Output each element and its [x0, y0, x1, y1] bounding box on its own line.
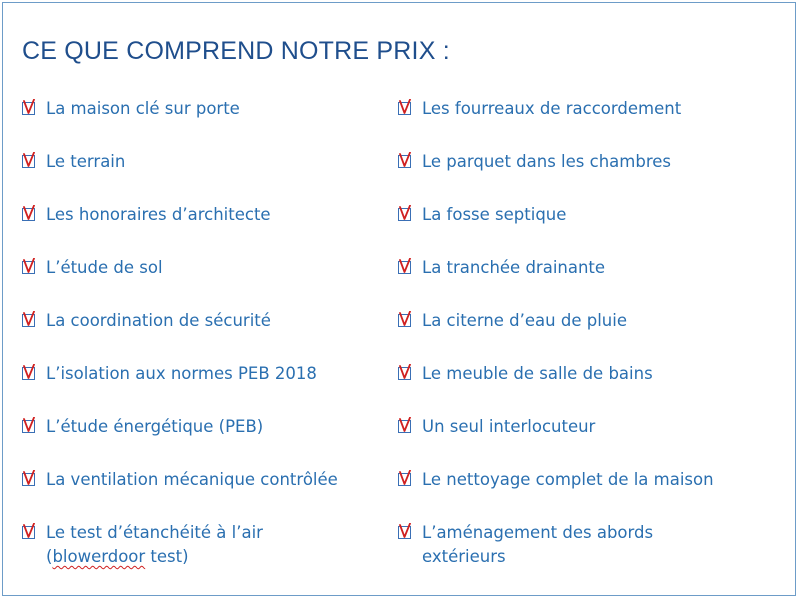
list-item-label: La tranchée drainante: [422, 258, 606, 277]
list-item-label: La coordination de sécurité: [46, 311, 271, 330]
list-item-label: L’étude énergétique (PEB): [46, 417, 264, 436]
list-item-label-line2: extérieurs: [422, 547, 506, 566]
list-item-label: Un seul interlocuteur: [422, 417, 596, 436]
checkbox-check-icon: [21, 152, 38, 169]
checkbox-check-icon: [397, 258, 414, 275]
document-frame: [2, 2, 796, 596]
list-item-label: La fosse septique: [422, 205, 567, 224]
list-item-label-suffix: test): [145, 547, 189, 566]
list-item-label: Le terrain: [46, 152, 126, 171]
checkbox-check-icon: [397, 364, 414, 381]
checkbox-check-icon: [397, 470, 414, 487]
list-item-label: L’isolation aux normes PEB 2018: [46, 364, 317, 383]
page-title: CE QUE COMPREND NOTRE PRIX :: [22, 37, 450, 65]
checkbox-check-icon: [397, 152, 414, 169]
list-item-label-multiline: [422, 521, 653, 569]
list-item-label: Le nettoyage complet de la maison: [422, 470, 714, 489]
list-item-label: La citerne d’eau de pluie: [422, 311, 627, 330]
list-item-label-multiline: [46, 521, 263, 569]
checkbox-check-icon: [21, 364, 38, 381]
checkbox-check-icon: [397, 417, 414, 434]
checkbox-check-icon: [397, 99, 414, 116]
checkbox-check-icon: [21, 311, 38, 328]
checkbox-check-icon: [21, 417, 38, 434]
checkbox-check-icon: [21, 258, 38, 275]
list-item-label: L’étude de sol: [46, 258, 163, 277]
list-item-label: Les honoraires d’architecte: [46, 205, 271, 224]
checkbox-check-icon: [21, 470, 38, 487]
checkbox-check-icon: [21, 523, 38, 540]
list-item-label: La maison clé sur porte: [46, 99, 240, 118]
list-item-label-prefix: (: [46, 547, 53, 566]
list-item-label: La ventilation mécanique contrôlée: [46, 470, 338, 489]
list-item-label: Les fourreaux de raccordement: [422, 99, 682, 118]
checkbox-check-icon: [397, 205, 414, 222]
checkbox-check-icon: [21, 205, 38, 222]
list-item-label: L’aménagement des abords: [422, 523, 654, 542]
checkbox-check-icon: [397, 523, 414, 540]
checkbox-check-icon: [21, 99, 38, 116]
list-item-label: Le meuble de salle de bains: [422, 364, 653, 383]
checkbox-check-icon: [397, 311, 414, 328]
list-item-label: Le parquet dans les chambres: [422, 152, 671, 171]
misspelled-word: blowerdoor: [52, 547, 146, 566]
list-item-label: Le test d’étanchéité à l’air: [46, 523, 263, 542]
